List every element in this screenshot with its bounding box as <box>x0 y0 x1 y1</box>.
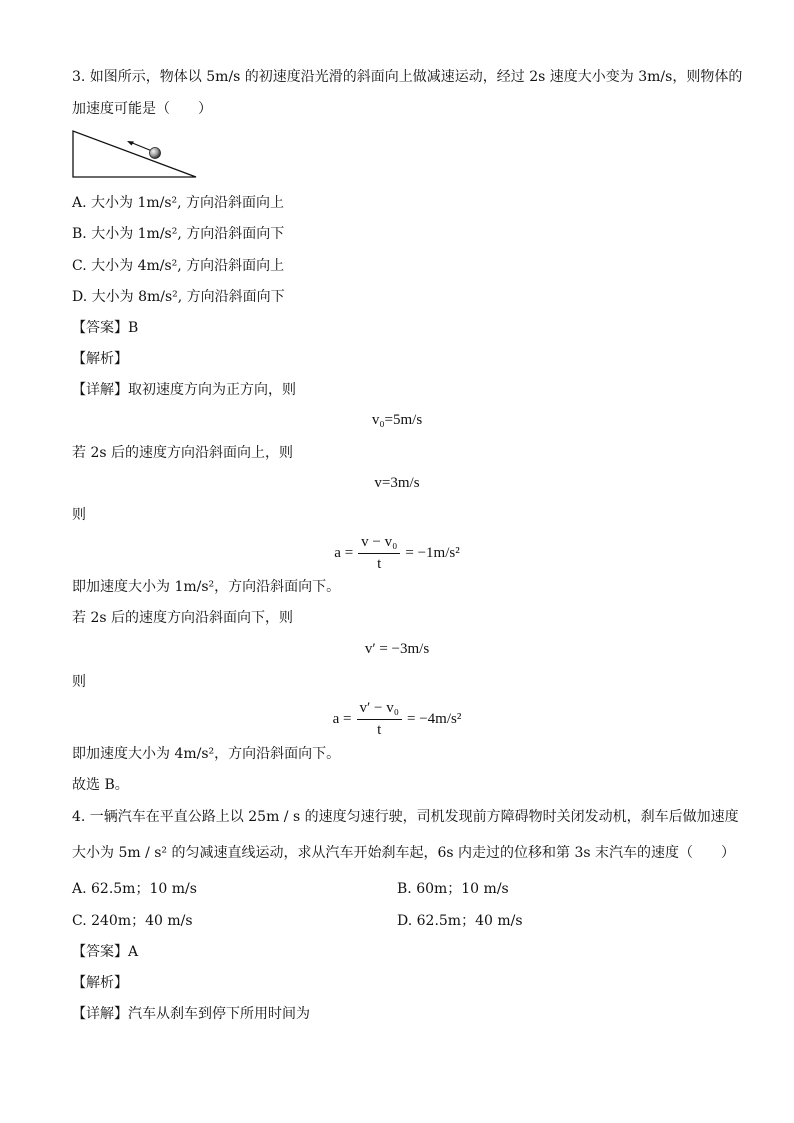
q4-answer <box>72 943 138 961</box>
q3-result2: 即加速度大小为 4m/s²，方向沿斜面向下。 <box>72 746 341 762</box>
q4-option-b: B. 60m；10 m/s <box>397 881 509 897</box>
ball <box>150 148 161 159</box>
answer-label: 【答案】 <box>72 320 128 336</box>
equation-a1 <box>0 534 794 573</box>
equation-v: v=3m/s <box>374 475 420 491</box>
q3-detail <box>72 381 296 399</box>
answer-label: 【答案】 <box>72 944 128 960</box>
incline-figure <box>70 128 200 180</box>
equation-a2-lhs: a = <box>332 711 352 727</box>
equation-a1-fraction <box>358 534 400 573</box>
detail-intro: 取初速度方向为正方向，则 <box>128 382 296 398</box>
q3-case1: 若 2s 后的速度方向沿斜面向上，则 <box>72 445 293 461</box>
q3-option-a: A. 大小为 1m/s², 方向沿斜面向上 <box>72 195 285 211</box>
q4-analysis-label: 【解析】 <box>72 975 128 991</box>
q3-option-d: D. 大小为 8m/s², 方向沿斜面向下 <box>72 289 285 305</box>
q4-detail <box>72 1005 310 1023</box>
q3-answer <box>72 319 138 337</box>
q3-conclusion: 故选 B。 <box>72 777 129 793</box>
q3-option-c: C. 大小为 4m/s², 方向沿斜面向上 <box>72 258 285 274</box>
q4-option-c: C. 240m；40 m/s <box>72 913 193 929</box>
detail-label: 【详解】 <box>72 382 128 398</box>
equation-a2-rhs: = −4m/s² <box>407 711 462 727</box>
answer-value: A <box>128 944 139 960</box>
detail-text: 汽车从刹车到停下所用时间为 <box>128 1006 310 1022</box>
q3-then2: 则 <box>72 674 86 690</box>
answer-value: B <box>128 320 139 336</box>
q3-then1: 则 <box>72 507 86 523</box>
q3-option-b: B. 大小为 1m/s², 方向沿斜面向下 <box>72 226 285 242</box>
q3-case2: 若 2s 后的速度方向沿斜面向下，则 <box>72 610 293 626</box>
equation-a2-numerator: v′ − v₀ <box>357 700 402 720</box>
equation-a1-lhs: a = <box>334 545 354 561</box>
q3-result1: 即加速度大小为 1m/s²，方向沿斜面向下。 <box>72 579 341 595</box>
q4-option-d: D. 62.5m；40 m/s <box>397 913 523 929</box>
equation-a1-rhs: = −1m/s² <box>405 545 460 561</box>
equation-a2 <box>0 700 794 739</box>
q3-stem-line1: 3. 如图所示，物体以 5m/s 的初速度沿光滑的斜面向上做减速运动，经过 2s 速度大小变为 3m/s，则物体的 <box>72 69 743 85</box>
equation-a1-numerator: v − v₀ <box>358 534 400 554</box>
q3-analysis-label: 【解析】 <box>72 351 128 367</box>
q3-stem-line2: 加速度可能是（ ） <box>72 101 212 117</box>
q4-option-a: A. 62.5m；10 m/s <box>72 881 197 897</box>
incline-triangle <box>73 131 196 177</box>
q4-stem-line1: 4. 一辆汽车在平直公路上以 25m / s 的速度匀速行驶，司机发现前方障碍物时关闭发动机，刹车后做加速度 <box>72 809 739 825</box>
velocity-arrow-shaft <box>130 142 152 151</box>
equation-a2-denominator: t <box>377 722 382 738</box>
q4-stem-line2: 大小为 5m / s² 的匀减速直线运动，求从汽车开始刹车起，6s 内走过的位移和第 3s 末汽车的速度（ ） <box>72 845 736 861</box>
equation-v0: v₀=5m/s <box>371 412 423 428</box>
equation-vprime: v′ = −3m/s <box>364 641 430 657</box>
equation-a1-denominator: t <box>377 556 382 572</box>
equation-a2-fraction <box>357 700 402 739</box>
detail-label: 【详解】 <box>72 1006 128 1022</box>
